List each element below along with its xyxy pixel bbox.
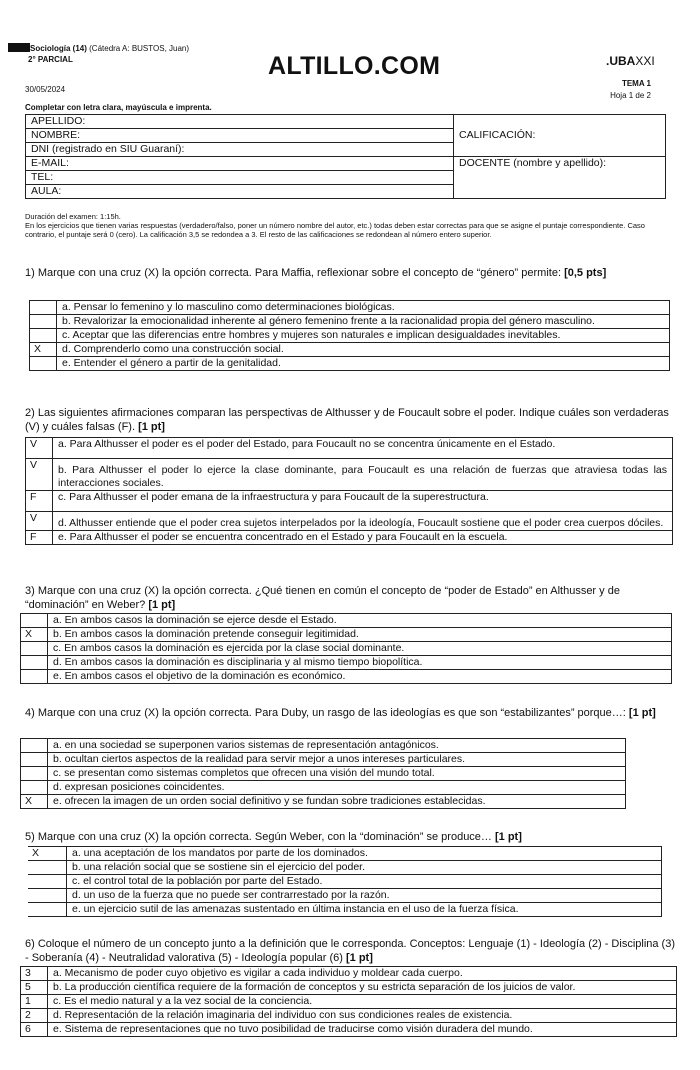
question-1-options [29, 300, 670, 371]
option-text: b. ocultan ciertos aspectos de la realidad para servir mejor a unos intereses particulares. [48, 753, 626, 767]
option-text: a. Pensar lo femenino y lo masculino como determinaciones biológicas. [57, 301, 670, 315]
answer-box[interactable] [28, 861, 67, 875]
option-row [26, 491, 673, 512]
option-text: c. En ambos casos la dominación es ejercida por la clase social dominante. [48, 642, 672, 656]
option-text: b. La producción científica requiere de la formación de conceptos y su estricta separación de los juicios de valor. [48, 981, 677, 995]
answer-box[interactable]: V [26, 459, 53, 491]
option-row [26, 438, 673, 459]
option-text: d. Althusser entiende que el poder crea sujetos interpelados por la ideología, Foucault sostiene que el poder crea cuerpos dóciles. [53, 512, 673, 531]
student-id-form [25, 114, 666, 199]
question-6 [25, 937, 675, 965]
answer-box[interactable] [30, 329, 57, 343]
tema-block [604, 78, 651, 102]
option-row [26, 531, 673, 545]
option-text: d. un uso de la fuerza que no puede ser contrarrestado por la razón. [67, 889, 662, 903]
option-row [21, 967, 677, 981]
option-text: b. En ambos casos la dominación pretende conseguir legitimidad. [48, 628, 672, 642]
option-row [21, 995, 677, 1009]
exam-title: 2° PARCIAL [28, 55, 73, 64]
option-text: b. Revalorizar la emocionalidad inherente al género femenino frente a la racionalidad propia del género masculino. [57, 315, 670, 329]
answer-box[interactable] [21, 753, 48, 767]
dni-field[interactable]: DNI (registrado en SIU Guaraní): [26, 143, 454, 157]
option-text: c. el control total de la población por parte del Estado. [67, 875, 662, 889]
option-row [28, 861, 662, 875]
question-4 [25, 706, 675, 720]
option-row [21, 739, 626, 753]
question-4-points: [1 pt] [628, 707, 656, 719]
answer-box[interactable]: 5 [21, 981, 48, 995]
option-row [26, 459, 673, 491]
scoring-rules: En los ejercicios que tienen varias respuestas (verdadero/falso, poner un número nombre del autor, etc.) todas deben estar correctas para que se asigne el puntaje correspondiente. Caso contrario, el puntaje será 0 (cero). La calificación 3,5 se redondea a 3. El resto de las calificaciones se redondean al número entero superior. [25, 221, 645, 239]
question-5-points: [1 pt] [494, 831, 522, 843]
option-text: e. Para Althusser el poder se encuentra concentrado en el Estado y para Foucault en la escuela. [53, 531, 673, 545]
option-text: c. Es el medio natural y a la vez social de la conciencia. [48, 995, 677, 1009]
aula-field[interactable]: AULA: [26, 185, 454, 199]
option-text: d. Representación de la relación imaginaria del individuo con sus condiciones reales de existencia. [48, 1009, 677, 1023]
option-row [21, 753, 626, 767]
option-text: a. En ambos casos la dominación se ejerce desde el Estado. [48, 614, 672, 628]
redaction-bar [8, 43, 30, 52]
option-row [21, 1009, 677, 1023]
answer-box[interactable]: F [26, 491, 53, 512]
answer-box[interactable] [21, 739, 48, 753]
exam-duration: Duración del examen: 1:15h. [25, 212, 121, 221]
option-text: a. Mecanismo de poder cuyo objetivo es vigilar a cada individuo y moldear cada cuerpo. [48, 967, 677, 981]
tema-label: TEMA 1 [621, 79, 651, 88]
answer-box[interactable]: X [30, 343, 57, 357]
option-text: c. Para Althusser el poder emana de la infraestructura y para Foucault de la superestructura. [53, 491, 673, 512]
answer-box[interactable]: 3 [21, 967, 48, 981]
question-1-prompt: 1) Marque con una cruz (X) la opción correcta. Para Maffia, reflexionar sobre el concepto de “género” permite: [25, 267, 565, 279]
answer-box[interactable]: X [28, 847, 67, 861]
email-field[interactable]: E-MAIL: [26, 157, 454, 171]
question-5-options [28, 846, 662, 917]
answer-box[interactable] [21, 670, 48, 684]
tel-field[interactable]: TEL: [26, 171, 454, 185]
option-row [30, 343, 670, 357]
option-text: b. una relación social que se sostiene sin el ejercicio del poder. [67, 861, 662, 875]
answer-box[interactable] [30, 357, 57, 371]
option-row [30, 315, 670, 329]
course-chair: (Cátedra A: BUSTOS, Juan) [86, 44, 190, 53]
answer-box[interactable]: X [21, 628, 48, 642]
docente-field[interactable]: DOCENTE (nombre y apellido): [454, 157, 666, 199]
option-row [21, 628, 672, 642]
option-row [28, 875, 662, 889]
option-row [21, 670, 672, 684]
question-1-points: [0,5 pts] [564, 267, 607, 279]
calificacion-field[interactable]: CALIFICACIÓN: [454, 115, 666, 157]
question-3-prompt: 3) Marque con una cruz (X) la opción correcta. ¿Qué tienen en común el concepto de “poder de Estado” en Althusser y de “dominación” en Weber? [25, 585, 620, 611]
question-2-prompt: 2) Las siguientes afirmaciones comparan las perspectivas de Althusser y de Foucault sobre el poder. Indique cuáles son verdaderas (V) y cuáles falsas (F). [25, 407, 669, 433]
question-3 [25, 584, 675, 612]
question-3-points: [1 pt] [148, 599, 176, 611]
option-row [21, 614, 672, 628]
uba-logo-xxi: XXI [635, 54, 655, 68]
option-text: c. Aceptar que las diferencias entre hombres y mujeres son naturales e implican desigualdades inevitables. [57, 329, 670, 343]
option-text: c. se presentan como sistemas completos que ofrecen una visión del mundo total. [48, 767, 626, 781]
answer-box[interactable] [28, 903, 67, 917]
answer-box[interactable] [21, 767, 48, 781]
option-row [21, 767, 626, 781]
question-5-prompt: 5) Marque con una cruz (X) la opción correcta. Según Weber, con la “dominación” se produce… [25, 831, 495, 843]
nombre-field[interactable]: NOMBRE: [26, 129, 454, 143]
answer-box[interactable] [28, 875, 67, 889]
option-text: d. En ambos casos la dominación es disciplinaria y al mismo tiempo biopolítica. [48, 656, 672, 670]
option-text: e. Sistema de representaciones que no tuvo posibilidad de traducirse como visión duradera del mundo. [48, 1023, 677, 1037]
course-line [8, 43, 189, 53]
answer-box[interactable]: 6 [21, 1023, 48, 1037]
uba-logo-text: .UBA [606, 54, 636, 68]
option-text: d. Comprenderlo como una construcción social. [57, 343, 670, 357]
option-text: a. en una sociedad se superponen varios sistemas de representación antagónicos. [48, 739, 626, 753]
option-row [28, 847, 662, 861]
answer-box[interactable] [30, 315, 57, 329]
option-text: e. ofrecen la imagen de un orden social definitivo y se fundan sobre tradiciones establecidas. [48, 795, 626, 809]
option-text: b. Para Althusser el poder lo ejerce la clase dominante, para Foucault es una relación de fuerzas que atraviesa todas las interacciones sociales. [53, 459, 673, 491]
answer-box[interactable] [21, 614, 48, 628]
question-4-options [20, 738, 626, 809]
option-text: d. expresan posiciones coincidentes. [48, 781, 626, 795]
option-row [30, 301, 670, 315]
answer-box[interactable] [30, 301, 57, 315]
option-row [26, 512, 673, 531]
exam-rules [25, 212, 661, 239]
question-1 [25, 266, 675, 280]
answer-box[interactable]: V [26, 512, 53, 531]
answer-box[interactable]: V [26, 438, 53, 459]
question-3-options [20, 613, 672, 684]
option-text: e. En ambos casos el objetivo de la dominación es económico. [48, 670, 672, 684]
question-5 [25, 830, 675, 844]
option-row [21, 656, 672, 670]
answer-box[interactable]: 1 [21, 995, 48, 1009]
option-row [21, 781, 626, 795]
answer-box[interactable]: 2 [21, 1009, 48, 1023]
answer-box[interactable]: X [21, 795, 48, 809]
answer-box[interactable] [21, 656, 48, 670]
answer-box[interactable] [28, 889, 67, 903]
apellido-field[interactable]: APELLIDO: [26, 115, 454, 129]
option-row [21, 795, 626, 809]
question-6-prompt: 6) Coloque el número de un concepto junto a la definición que le corresponda. Conceptos: Lenguaje (1) - Ideología (2) - Disciplina (3) - Soberanía (4) - Neutralidad valorativa (5) - Ideología popular (6) [25, 938, 675, 964]
answer-box[interactable] [21, 781, 48, 795]
option-row [30, 329, 670, 343]
option-text: a. Para Althusser el poder es el poder del Estado, para Foucault no se concentra únicamente en el Estado. [53, 438, 673, 459]
option-row [21, 981, 677, 995]
question-4-prompt: 4) Marque con una cruz (X) la opción correcta. Para Duby, un rasgo de las ideologías es que son “estabilizantes” porque…: [25, 707, 629, 719]
fill-instructions: Completar con letra clara, mayúscula e imprenta. [25, 103, 212, 112]
uba-logo [606, 54, 655, 68]
question-2 [25, 406, 675, 434]
question-2-points: [1 pt] [138, 421, 165, 433]
option-text: a. una aceptación de los mandatos por parte de los dominados. [67, 847, 662, 861]
option-row [28, 903, 662, 917]
exam-date: 30/05/2024 [25, 85, 66, 94]
option-text: e. Entender el género a partir de la genitalidad. [57, 357, 670, 371]
option-row [21, 642, 672, 656]
option-row [30, 357, 670, 371]
answer-box[interactable] [21, 642, 48, 656]
question-6-points: [1 pt] [346, 952, 373, 964]
question-2-options [25, 437, 673, 545]
option-text: e. un ejercicio sutil de las amenazas sustentado en última instancia en el uso de la fuerza física. [67, 903, 662, 917]
answer-box[interactable]: F [26, 531, 53, 545]
page-count: Hoja 1 de 2 [610, 91, 651, 100]
option-row [21, 1023, 677, 1037]
option-row [28, 889, 662, 903]
course-name: Sociología (14) [30, 44, 87, 53]
brand-title: ALTILLO.COM [268, 52, 441, 80]
question-6-options [20, 966, 677, 1037]
